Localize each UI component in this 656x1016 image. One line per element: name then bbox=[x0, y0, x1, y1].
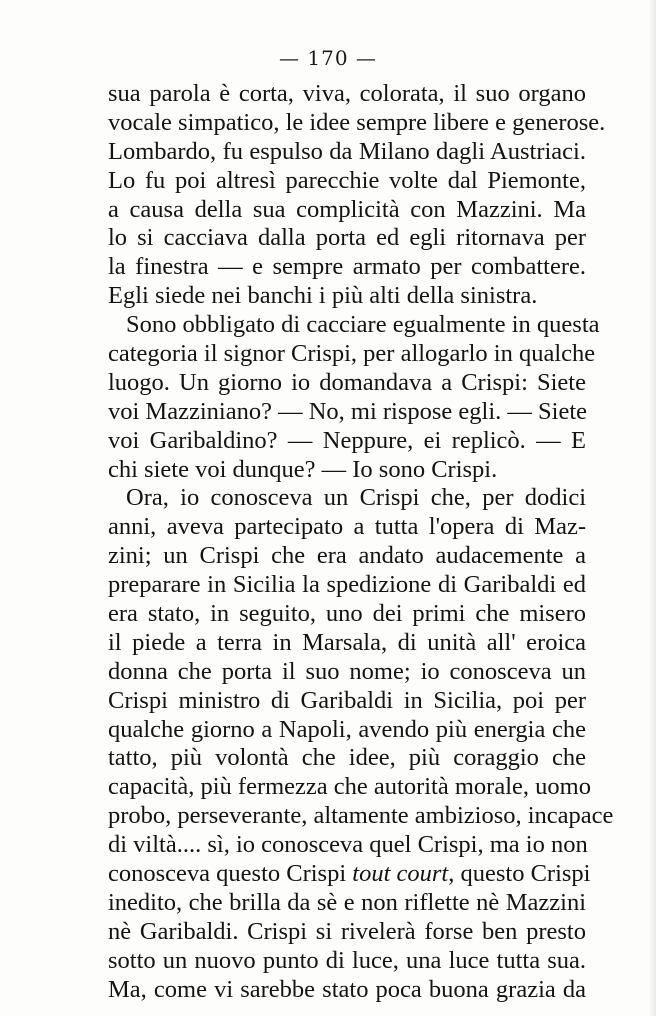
text-line: qualche giorno a Napoli, avendo più energia che bbox=[108, 715, 586, 743]
text-line: Lombardo, fu espulso da Milano dagli Austriaci. bbox=[108, 137, 586, 165]
text-line: Ma, come vi sarebbe stato poca buona grazia da bbox=[108, 975, 586, 1003]
page-number: — 170 — bbox=[279, 46, 377, 70]
text-line: voi Mazziniano? — No, mi rispose egli. — Siete bbox=[108, 397, 588, 425]
text-line: nè Garibaldi. Crispi si rivelerà forse ben presto bbox=[108, 917, 586, 945]
text-line: Crispi ministro di Garibaldi in Sicilia, poi per bbox=[108, 686, 586, 714]
text-line: la finestra — e sempre armato per combattere. bbox=[108, 253, 586, 281]
body-text bbox=[108, 80, 614, 1005]
text-line: conosceva questo Crispi tout court, questo Crispi bbox=[108, 860, 591, 888]
text-line: probo, perseverante, altamente ambizioso, incapace bbox=[108, 802, 614, 830]
text-line: lo si cacciava dalla porta ed egli ritornava per bbox=[108, 224, 586, 252]
text-line: a causa della sua complicità con Mazzini. Ma bbox=[108, 195, 586, 223]
page-edge-shadow bbox=[648, 0, 656, 1016]
text-line: vocale simpatico, le idee sempre libere e generose. bbox=[108, 108, 606, 136]
text-line: era stato, in seguito, uno dei primi che misero bbox=[108, 600, 586, 628]
text-line: preparare in Sicilia la spedizione di Garibaldi ed bbox=[108, 571, 586, 599]
text-line: tatto, più volontà che idee, più coraggio che bbox=[108, 744, 586, 772]
paragraph-start-line: Sono obbligato di cacciare egualmente in questa bbox=[126, 311, 600, 339]
text-line: anni, aveva partecipato a tutta l'opera di Maz- bbox=[108, 513, 586, 541]
text-line: capacità, più fermezza che autorità morale, uomo bbox=[108, 773, 591, 801]
text-line: chi siete voi dunque? — Io sono Crispi. bbox=[108, 455, 498, 483]
text-line: di viltà.... sì, io conosceva quel Crispi, ma io non bbox=[108, 831, 588, 859]
text-line: luogo. Un giorno io domandava a Crispi: Siete bbox=[108, 368, 586, 396]
text-line: inedito, che brilla da sè e non riflette nè Mazzini bbox=[108, 888, 586, 916]
text-line: voi Garibaldino? — Neppure, ei replicò. — E bbox=[108, 426, 586, 454]
paragraph-start-line: Ora, io conosceva un Crispi che, per dodici bbox=[126, 484, 586, 512]
text-line: donna che porta il suo nome; io conosceva un bbox=[108, 657, 586, 685]
text-line: sotto un nuovo punto di luce, una luce tutta sua. bbox=[108, 946, 586, 974]
text-line: categoria il signor Crispi, per allogarlo in qualche bbox=[108, 340, 596, 368]
italic-phrase: tout court bbox=[352, 860, 449, 888]
text-line: sua parola è corta, viva, colorata, il suo organo bbox=[108, 80, 586, 107]
text-line: il piede a terra in Marsala, di unità all' eroica bbox=[108, 628, 586, 656]
text-line: Egli siede nei banchi i più alti della sinistra. bbox=[108, 282, 538, 310]
text-line: Lo fu poi altresì parecchie volte dal Piemonte, bbox=[108, 166, 586, 194]
text-line: zini; un Crispi che era andato audacemente a bbox=[108, 542, 586, 570]
